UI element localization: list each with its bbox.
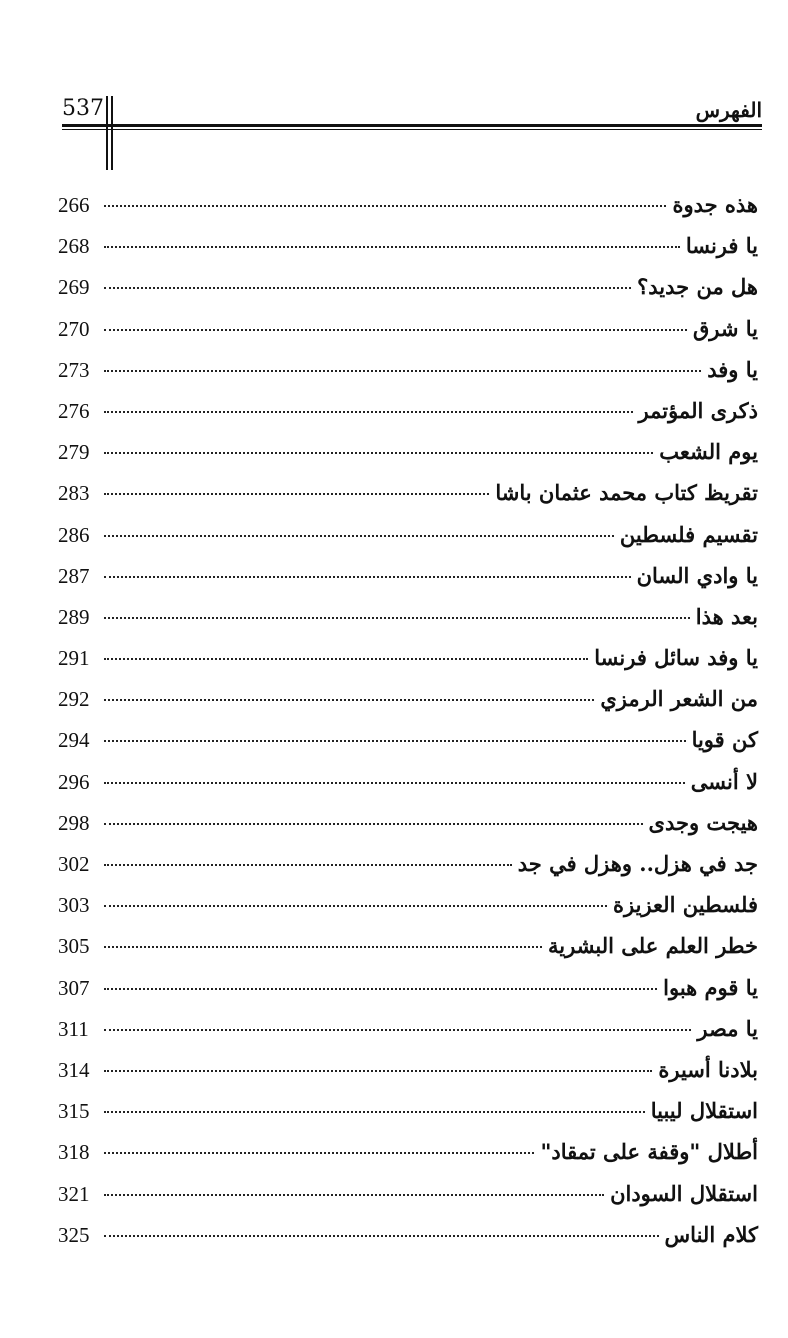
dot-leader (104, 205, 666, 207)
toc-entry (58, 970, 758, 1011)
dot-leader (104, 370, 701, 372)
toc-entry-page: 273 (58, 357, 90, 382)
toc-entry (58, 269, 758, 310)
dot-leader (104, 329, 687, 331)
running-header (62, 96, 762, 124)
toc-entry (58, 764, 758, 805)
toc-entry-page: 270 (58, 316, 90, 341)
dot-leader (104, 946, 542, 948)
toc-entry-page: 318 (58, 1140, 90, 1165)
dot-leader (104, 287, 631, 289)
toc-entry (58, 846, 758, 887)
toc-entry (58, 599, 758, 640)
toc-entry-title: تقريظ كتاب محمد عثمان باشا (495, 480, 758, 506)
toc-entry-title: جد في هزل.. وهزل في جد (517, 851, 758, 876)
toc-entry-title: استقلال السودان (610, 1180, 758, 1206)
toc-entry-page: 283 (58, 481, 90, 506)
toc-entry-title: يا شرق (692, 315, 758, 341)
toc-entry (58, 1052, 758, 1093)
toc-entry-title: خطر العلم على البشرية (548, 933, 758, 959)
toc-entry-title: يا قوم هبوا (663, 974, 758, 1000)
header-page-number: 537 (62, 96, 104, 121)
toc-entry-page: 294 (58, 728, 90, 753)
toc-entry (58, 187, 758, 228)
dot-leader (104, 699, 594, 701)
toc-entry-title: فلسطين العزيزة (613, 892, 758, 918)
toc-entry-page: 266 (58, 193, 90, 217)
toc-entry (58, 887, 758, 928)
toc-entry (58, 805, 758, 846)
dot-leader (104, 1029, 691, 1031)
toc-entry (58, 928, 758, 969)
dot-leader (104, 617, 690, 619)
toc-entry (58, 393, 758, 434)
toc-entry (58, 722, 758, 763)
toc-entry-title: كلام الناس (664, 1221, 758, 1247)
dot-leader (104, 1235, 659, 1237)
toc-entry (58, 1011, 758, 1052)
dot-leader (104, 535, 614, 537)
dot-leader (104, 782, 685, 784)
toc-entry-page: 325 (58, 1222, 90, 1247)
dot-leader (104, 740, 686, 742)
toc-entry-title: من الشعر الرمزي (600, 686, 758, 712)
toc-entry-page: 296 (58, 769, 90, 794)
header-rule-thin (62, 129, 762, 130)
toc-entry-page: 289 (58, 604, 90, 629)
toc-entry (58, 681, 758, 722)
toc-entry-title: أطلال "وقفة على تمقاد" (540, 1139, 758, 1165)
header-title: الفهرس (695, 98, 762, 122)
dot-leader (104, 1152, 534, 1154)
toc-entry (58, 434, 758, 475)
toc-entry-page: 286 (58, 522, 90, 547)
toc-entry-page: 307 (58, 975, 90, 1000)
dot-leader (104, 823, 643, 825)
toc-entry-page: 279 (58, 440, 90, 465)
dot-leader (104, 452, 653, 454)
toc-entry (58, 1176, 758, 1217)
toc-entry (58, 311, 758, 352)
toc-entry (58, 1134, 758, 1175)
toc-entry-page: 276 (58, 398, 90, 423)
toc-entry-title: بعد هذا (695, 603, 758, 629)
toc-entry (58, 1217, 758, 1258)
toc-entry-title: يوم الشعب (659, 439, 758, 465)
toc-entry-title: يا وفد (707, 356, 758, 382)
dot-leader (104, 246, 680, 248)
dot-leader (104, 988, 657, 990)
toc-entry-page: 269 (58, 275, 90, 300)
toc-entry-title: يا مصر (697, 1015, 758, 1041)
toc-entry-title: كن قويا (691, 727, 758, 753)
dot-leader (104, 1111, 645, 1113)
header-vertical-bar (111, 96, 113, 170)
toc-entry (58, 558, 758, 599)
dot-leader (104, 864, 512, 866)
toc-entry-page: 268 (58, 234, 90, 259)
toc-entry-page: 311 (58, 1016, 89, 1041)
toc-entry-title: بلادنا أسيرة (658, 1056, 758, 1082)
toc-entry-title: لا أنسى (690, 768, 758, 794)
dot-leader (104, 411, 633, 413)
dot-leader (104, 1070, 652, 1072)
toc-entry-page: 287 (58, 563, 90, 588)
toc-entry (58, 517, 758, 558)
header-vertical-bar (106, 96, 108, 170)
dot-leader (104, 493, 489, 495)
toc-entry-page: 302 (58, 852, 90, 876)
toc-entry (58, 352, 758, 393)
toc-entry-page: 298 (58, 810, 90, 835)
toc-entry-page: 291 (58, 646, 90, 671)
toc-entry-page: 314 (58, 1057, 90, 1082)
toc-entry-title: هيجت وجدى (648, 809, 758, 835)
dot-leader (104, 905, 607, 907)
toc-entry-page: 315 (58, 1099, 90, 1124)
toc-entry (58, 475, 758, 516)
dot-leader (104, 576, 631, 578)
header-rule-thick (62, 124, 762, 127)
toc-entry-page: 321 (58, 1181, 90, 1206)
toc-entry-page: 305 (58, 934, 90, 959)
toc-entry (58, 640, 758, 681)
toc-entry-title: هذه جدوة (672, 192, 758, 217)
table-of-contents (58, 187, 758, 1258)
toc-entry-title: استقلال ليبيا (650, 1098, 758, 1124)
dot-leader (104, 658, 588, 660)
toc-entry-title: تقسيم فلسطين (619, 521, 758, 547)
toc-entry-title: يا وادي السان (636, 562, 758, 588)
toc-entry-title: يا فرنسا (685, 233, 758, 259)
toc-entry (58, 1093, 758, 1134)
toc-entry-title: يا وفد سائل فرنسا (594, 645, 758, 671)
toc-entry-title: هل من جديد؟ (637, 274, 758, 300)
toc-entry-title: ذكرى المؤتمر (638, 397, 758, 423)
toc-entry (58, 228, 758, 269)
toc-entry-page: 303 (58, 893, 90, 918)
toc-entry-page: 292 (58, 687, 90, 712)
dot-leader (104, 1194, 604, 1196)
